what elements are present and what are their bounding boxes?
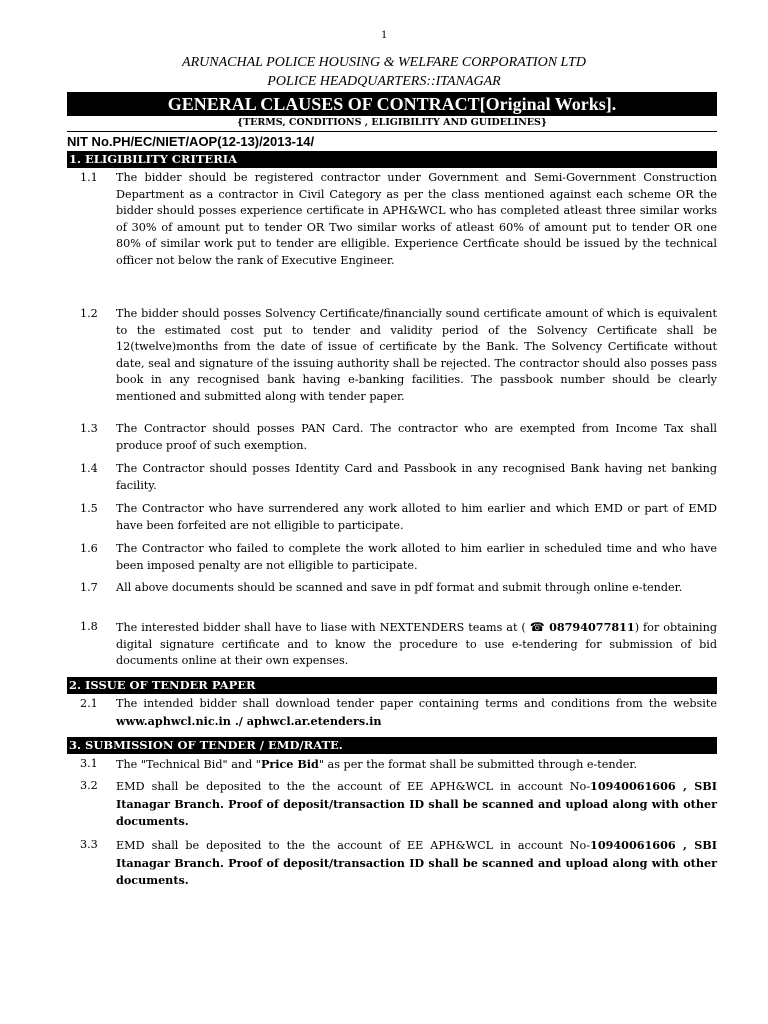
- clause-text-part: The intended bidder shall download tender paper containing terms and conditions from the website: [116, 697, 717, 710]
- clause-text: The Contractor should posses PAN Card. The contractor who are exempted from Income Tax shall produce proof of such exemption.: [116, 422, 717, 452]
- clause-number: 1.5: [80, 502, 98, 515]
- phone-number: 08794077811: [549, 620, 635, 634]
- clause-number: 1.4: [80, 462, 98, 475]
- document-subtitle: {TERMS, CONDITIONS , ELIGIBILITY AND GUIDELINES}: [236, 117, 548, 128]
- clause-1-1: [67, 170, 717, 269]
- clause-number: 1.7: [80, 581, 98, 594]
- clause-text: The bidder should posses Solvency Certificate/financially sound certificate amount of which is equivalent to the estimated cost put to tender and validity period of the Solvency Certificate shall be 12(twelve)months from the date of issue of certificate by the Bank. The Solvency Certificate without date, seal and signature of the issuing authority shall be rejected. The contractor should also posses pass book in any recognised bank having e-banking facilities. The passbook number should be clearly mentioned and submitted along with tender paper.: [116, 307, 717, 403]
- clause-number: 2.1: [80, 697, 98, 710]
- clause-text: [116, 696, 717, 730]
- clause-number: 1.8: [80, 620, 98, 633]
- clause-text: The Contractor should posses Identity Card and Passbook in any recognised Bank having net banking facility.: [116, 462, 717, 492]
- clause-number: 1.6: [80, 542, 98, 555]
- nit-number: NIT No.PH/EC/NIET/AOP(12-13)/2013-14/: [67, 131, 717, 151]
- clause-text-part: The interested bidder shall have to liase with NEXTENDERS teams at (: [116, 621, 530, 634]
- clause-text: The bidder should be registered contractor under Government and Semi-Government Construction Department as a contractor in Civil Category as per the class mentioned against each scheme OR the bidder should posses experience certificate in APH&WCL who has completed atleast three similar works of 30% of amount put to tender OR Two similar works of atleast 60% of amount put to tender OR one 80% of similar work put to tender are elligible. Experience Certficate should be issued by the technical officer not below the rank of Executive Engineer.: [116, 171, 717, 267]
- organization-address: POLICE HEADQUARTERS::ITANAGAR: [267, 74, 501, 89]
- clause-1-5: [67, 501, 717, 534]
- clause-text: The Contractor who failed to complete the work alloted to him earlier in scheduled time and who have been imposed penalty are not elligible to participate.: [116, 542, 717, 572]
- clause-number: 3.2: [80, 779, 98, 792]
- clause-3-1: [67, 756, 717, 774]
- clause-number: 3.3: [80, 838, 98, 851]
- section-heading-eligibility: 1. ELIGIBILITY CRITERIA: [67, 151, 717, 168]
- clause-text-part: EMD shall be deposited to the the account of EE APH&WCL in account No-: [116, 780, 591, 793]
- clause-text: All above documents should be scanned and save in pdf format and submit through online e-tender.: [116, 581, 683, 594]
- organization-name: ARUNACHAL POLICE HOUSING & WELFARE CORPORATION LTD: [182, 55, 586, 70]
- page-number: 1: [381, 27, 387, 41]
- section-heading-issue-of-tender-paper: 2. ISSUE OF TENDER PAPER: [67, 677, 717, 694]
- clause-1-4: [67, 461, 717, 494]
- clause-text: [116, 756, 717, 774]
- clause-1-2: [67, 306, 717, 405]
- clause-2-1: [67, 696, 717, 730]
- document-title: GENERAL CLAUSES OF CONTRACT[Original Works].: [67, 92, 717, 116]
- clause-text-part: The "Technical Bid" and ": [116, 758, 261, 771]
- clause-1-6: [67, 541, 717, 574]
- clause-number: 1.2: [80, 307, 98, 320]
- clause-1-3: [67, 421, 717, 454]
- clause-3-2: [67, 778, 717, 831]
- account-details: 10940061606 , SBI Itanagar Branch. Proof of deposit/transaction ID shall be scanned and upload along with other documents.: [116, 838, 717, 887]
- clause-3-3: [67, 837, 717, 890]
- telephone-icon: ☎: [529, 620, 546, 634]
- clause-text-part: EMD shall be deposited to the the account of EE APH&WCL in account No-: [116, 839, 591, 852]
- clause-text-part: " as per the format shall be submitted through e-tender.: [318, 758, 638, 771]
- clause-1-7: [67, 580, 717, 597]
- clause-number: 1.3: [80, 422, 98, 435]
- clause-text: [116, 619, 717, 670]
- account-details: 10940061606 , SBI Itanagar Branch. Proof of deposit/transaction ID shall be scanned and upload along with other documents.: [116, 779, 717, 828]
- clause-text: [116, 837, 717, 890]
- section-heading-submission-of-tender: 3. SUBMISSION OF TENDER / EMD/RATE.: [67, 737, 717, 754]
- clause-number: 1.1: [80, 171, 98, 184]
- price-bid-label: Price Bid: [260, 757, 319, 771]
- clause-1-8: [67, 619, 717, 670]
- clause-text-part: ) for obtaining digital signature certificate and to know the procedure to use e-tendering for submission of bid documents online at their own expenses.: [116, 621, 718, 667]
- website-link: www.aphwcl.nic.in ./ aphwcl.ar.etenders.in: [116, 713, 382, 728]
- clause-text: [116, 778, 717, 831]
- clause-number: 3.1: [80, 757, 98, 770]
- clause-text: The Contractor who have surrendered any work alloted to him earlier and which EMD or part of EMD have been forfeited are not elligible to participate.: [116, 502, 717, 532]
